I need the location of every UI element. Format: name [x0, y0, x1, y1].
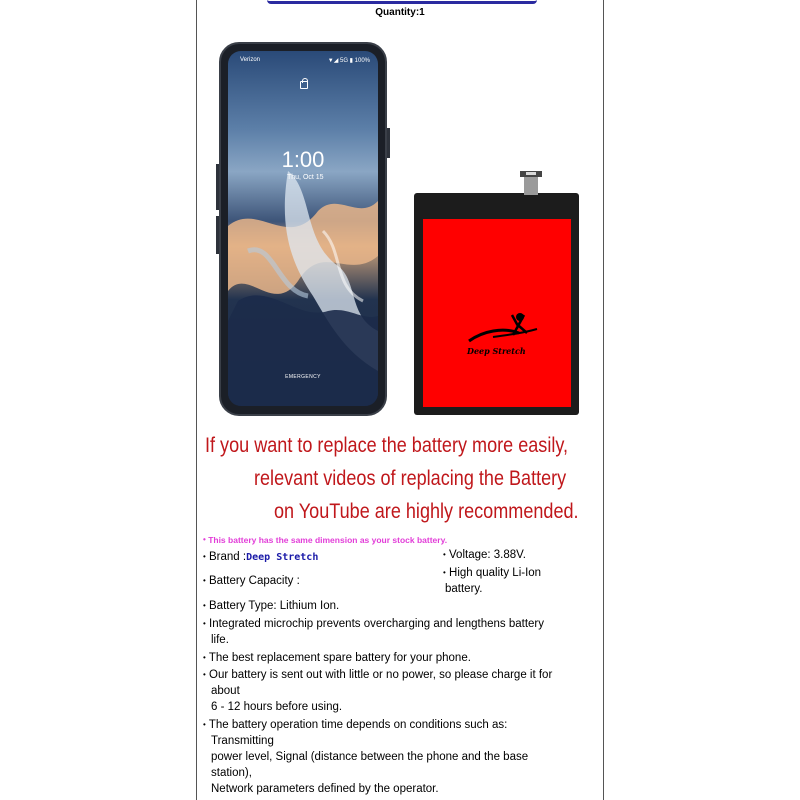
charge-row: • Our battery is sent out with little or no power, so please charge it for about 6 - 12 hours before using. — [203, 669, 553, 713]
signal-battery-icon: ▼◢ 5G ▮ 100% — [327, 58, 370, 64]
voltage-row: • Voltage: 3.88V. — [443, 549, 526, 561]
replacement-row: • The best replacement spare battery for your phone. — [203, 652, 471, 664]
brand-label: Brand : — [209, 551, 247, 563]
brand-row: • Brand :Deep Stretch — [203, 551, 319, 563]
battery-brand-text: Deep Stretch — [467, 346, 526, 356]
operation-row: • The battery operation time depends on conditions such as: Transmitting power level, Signal (distance between the phone and the base station), Network parameters defined by the operator. — [203, 719, 529, 795]
side-key — [216, 216, 219, 254]
lock-icon — [300, 81, 308, 89]
type-row: • Battery Type: Lithium Ion. — [203, 600, 340, 612]
brand-value: Deep Stretch — [246, 552, 319, 563]
wallpaper-art — [228, 51, 378, 406]
headline-line-1: If you want to replace the battery more easily, — [205, 434, 569, 457]
microchip-row: • Integrated microchip prevents overcharging and lengthens battery life. — [203, 618, 544, 646]
battery-label — [423, 219, 571, 407]
emergency-label: EMERGENCY — [285, 374, 321, 380]
power-button — [387, 128, 390, 158]
volume-button — [216, 164, 219, 210]
phone-image — [219, 42, 387, 416]
battery-image — [414, 193, 579, 415]
lockscreen-date: Thu, Oct 15 — [287, 174, 324, 181]
dimension-note: • This battery has the same dimension as your stock battery. — [203, 535, 448, 545]
headline-line-2: relevant videos of replacing the Battery — [254, 467, 567, 490]
bullet: • — [203, 535, 206, 544]
quantity-label: Quantity:1 — [375, 7, 425, 18]
headline-line-3: on YouTube are highly recommended. — [274, 500, 579, 523]
cropped-title-decoration — [267, 0, 537, 4]
carrier-name: Verizon — [240, 57, 261, 63]
phone-screen — [228, 51, 378, 406]
battery-flex-cable — [514, 171, 548, 195]
quality-row: • High quality Li-Ion battery. — [443, 567, 542, 595]
lockscreen-clock: 1:00 — [281, 147, 325, 172]
product-description-panel — [196, 0, 604, 800]
capacity-row: • Battery Capacity : — [203, 575, 300, 587]
